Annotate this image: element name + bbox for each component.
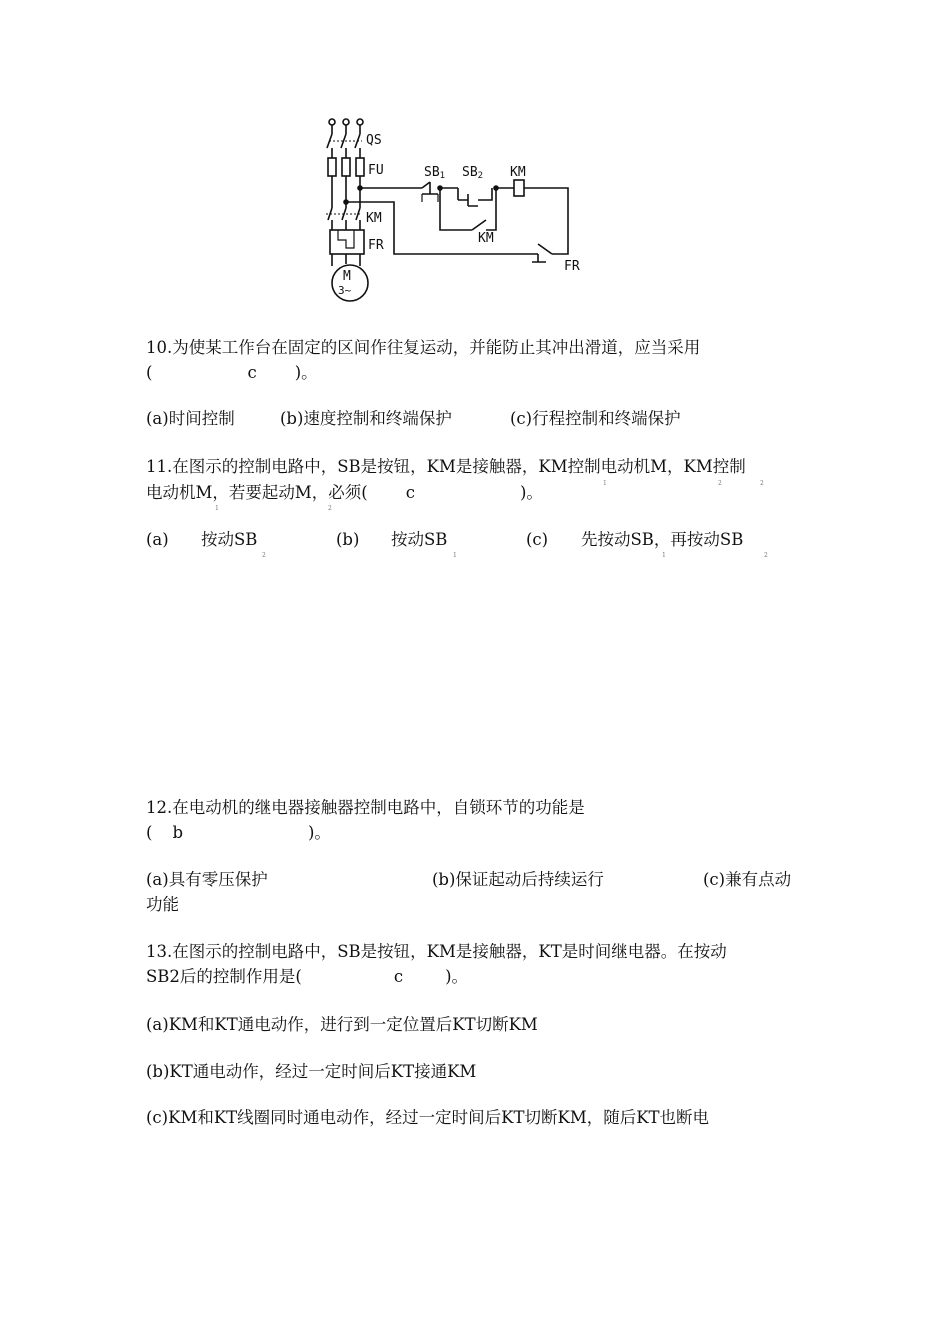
sb2-label: SB2 xyxy=(462,165,484,181)
q13-close: )。 xyxy=(445,967,469,986)
motor-phase-label: 3~ xyxy=(338,284,352,297)
q12-option-a: (a)具有零压保护 xyxy=(146,870,268,889)
q11-answer: c xyxy=(405,483,415,502)
q10-answer: c xyxy=(247,363,257,382)
q11-sub-5: 2 xyxy=(328,505,332,512)
km-coil xyxy=(514,180,524,196)
q11-option-a-text: 按动SB xyxy=(201,530,258,549)
motor-m-label: M xyxy=(343,269,351,284)
q13-option-a: (a)KM和KT通电动作，进行到一定位置后KT切断KM xyxy=(146,1015,538,1034)
q11-stem-line1: 11.在图示的控制电路中，SB是按钮，KM是接触器，KM控制电动机M，KM控制 xyxy=(146,457,746,476)
q11-stem-line2 xyxy=(146,482,543,504)
qs-terminal-2 xyxy=(343,119,349,125)
q10-stem-line1: 10.为使某工作台在固定的区间作往复运动，并能防止其冲出滑道，应当采用 xyxy=(146,338,701,357)
q11-option-c-sub2: 2 xyxy=(764,552,768,559)
fu-label: FU xyxy=(368,163,384,178)
q10-option-b: (b)速度控制和终端保护 xyxy=(280,409,452,428)
q11-option-b-text: 按动SB xyxy=(391,530,448,549)
q10-option-a: (a)时间控制 xyxy=(146,409,235,428)
q12-stem-line1: 12.在电动机的继电器接触器控制电路中，自锁环节的功能是 xyxy=(146,798,585,817)
sb2-start-button xyxy=(458,188,492,206)
fr-contact-label: FR xyxy=(564,259,580,274)
fr-relay-label: FR xyxy=(368,238,384,253)
q11-sub-1: 1 xyxy=(603,480,607,487)
q13-line2-text: SB2后的控制作用是( xyxy=(146,967,302,986)
q10-close: )。 xyxy=(294,363,318,382)
fr-nc-contact xyxy=(532,244,552,262)
q11-option-b-sub: 1 xyxy=(453,552,457,559)
motor-control-circuit-diagram xyxy=(318,112,598,307)
q12-open-paren: ( xyxy=(146,823,153,842)
qs-terminal-3 xyxy=(357,119,363,125)
fr-thermal-element xyxy=(330,230,364,254)
q12-answer: b xyxy=(172,823,183,842)
q10-option-c: (c)行程控制和终端保护 xyxy=(510,409,681,428)
q11-line2-text: 电动机M，若要起动M，必须( xyxy=(146,483,368,502)
q13-stem-line2 xyxy=(146,966,468,988)
qs-terminal-1 xyxy=(329,119,335,125)
km-main-label: KM xyxy=(366,211,382,226)
fuse-1 xyxy=(328,158,336,176)
km-coil-label: KM xyxy=(510,165,526,180)
q10-open-paren: ( xyxy=(146,363,153,382)
q10-answer-line xyxy=(146,362,318,384)
q12-option-c: (c)兼有点动 xyxy=(703,870,792,889)
sb1-label: SB1 xyxy=(424,165,446,181)
q13-option-b: (b)KT通电动作，经过一定时间后KT接通KM xyxy=(146,1062,477,1081)
q11-option-c-sub1: 1 xyxy=(662,552,666,559)
q12-option-c-cont: 功能 xyxy=(146,895,179,914)
q12-close: )。 xyxy=(308,823,331,842)
q12-answer-line xyxy=(146,822,331,844)
q11-option-c-label: (c) xyxy=(526,530,549,549)
q13-stem-line1: 13.在图示的控制电路中，SB是按钮，KM是接触器，KT是时间继电器。在按动 xyxy=(146,942,727,961)
q11-sub-2: 2 xyxy=(718,480,722,487)
q11-option-a-sub: 2 xyxy=(262,552,266,559)
control-wire-return-right xyxy=(524,188,568,254)
motor-leads xyxy=(332,254,360,266)
km-self-label: KM xyxy=(478,231,494,246)
qs-label: QS xyxy=(366,133,382,148)
q11-option-b-label: (b) xyxy=(336,530,360,549)
km-main-contacts xyxy=(328,208,360,230)
sb1-actuator xyxy=(422,194,438,202)
q11-sub-3: 2 xyxy=(760,480,764,487)
q11-option-a-label: (a) xyxy=(146,530,169,549)
q13-option-c: (c)KM和KT线圈同时通电动作，经过一定时间后KT切断KM，随后KT也断电 xyxy=(146,1108,710,1127)
fuse-3 xyxy=(356,158,364,176)
q13-answer: c xyxy=(393,967,404,986)
q11-close: )。 xyxy=(519,483,543,502)
q11-sub-4: 1 xyxy=(215,505,219,512)
q12-option-b: (b)保证起动后持续运行 xyxy=(432,870,604,889)
sb1-stop-button xyxy=(422,182,438,194)
q11-option-c-text: 先按动SB，再按动SB xyxy=(581,530,744,549)
fr-heater-path xyxy=(338,230,354,248)
fuse-2 xyxy=(342,158,350,176)
